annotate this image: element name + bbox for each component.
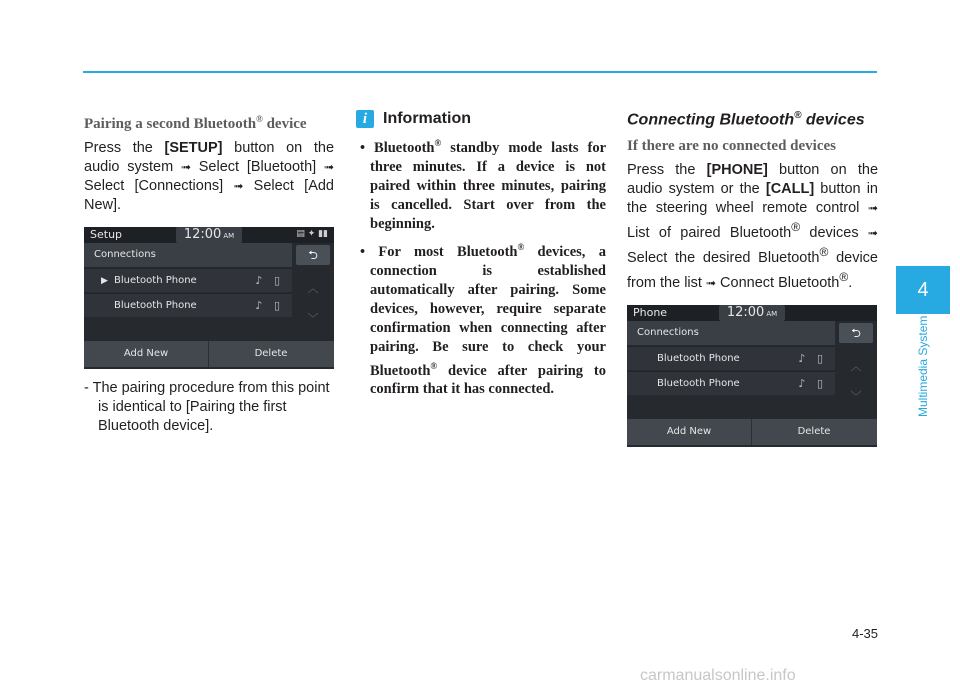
scroll-up-icon: ︿: [850, 359, 862, 373]
instruction-paragraph: [627, 161, 878, 292]
arrow-icon: ➟: [180, 160, 191, 174]
call-key: [CALL]: [765, 181, 815, 198]
device-name: Bluetooth Phone: [657, 377, 740, 389]
add-new-button: Add New: [627, 419, 752, 445]
subheading: If there are no connected devices: [627, 138, 836, 155]
registered-mark: ®: [839, 269, 849, 284]
phone-key: [PHONE]: [706, 162, 768, 179]
clock-ampm: AM: [766, 309, 778, 318]
registered-mark: ®: [256, 114, 263, 124]
information-title: Information: [383, 110, 471, 127]
device-name: Bluetooth Phone: [114, 275, 197, 286]
text: Press the: [84, 140, 165, 156]
device-icons: ♪ ▯: [255, 274, 284, 287]
device-icons: ♪ ▯: [798, 351, 827, 365]
list-item: [356, 238, 606, 400]
clock-ampm: AM: [223, 232, 235, 240]
back-icon: ⮌: [296, 245, 330, 265]
device-icons: ♪ ▯: [255, 299, 284, 312]
connections-header: Connections: [84, 243, 292, 267]
selected-marker-icon: ▶: [101, 276, 108, 286]
registered-mark: ®: [434, 138, 442, 148]
text: .: [848, 274, 853, 291]
info-icon: i: [356, 110, 374, 128]
text: devices: [800, 225, 868, 242]
arrow-icon: ➟: [705, 275, 717, 290]
setup-key: [SETUP]: [164, 140, 223, 156]
device-row: [627, 371, 835, 395]
text: Press the: [627, 162, 707, 179]
setup-screen-image: [84, 227, 334, 369]
clock-time: 12:00: [726, 304, 765, 320]
device-row: [84, 268, 292, 292]
phone-screen-image: [627, 305, 877, 447]
arrow-icon: ➟: [323, 160, 334, 174]
text: Select the desired Bluetooth: [627, 249, 820, 266]
text: Connect Bluetooth: [716, 274, 840, 291]
back-icon: ⮌: [839, 323, 873, 343]
delete-button: Delete: [797, 425, 831, 437]
text: button on the audio system or the: [627, 162, 879, 198]
registered-mark: ®: [791, 220, 801, 235]
device-row: [84, 293, 292, 317]
text: devices, a connection is established automatically after pairing. Some devices, however, require separate confirmation when connecting after pairing. Be sure to check your Bluetooth: [370, 243, 606, 379]
connections-header: Connections: [627, 321, 835, 345]
list-item: [356, 134, 606, 234]
instruction-paragraph: [84, 139, 334, 215]
clock-time: 12:00: [183, 227, 222, 242]
scroll-down-icon: ﹀: [307, 312, 319, 325]
text: standby mode lasts for three minutes. If a device is not paired within three minutes, pairing is cancelled. Start over from the beginning.: [370, 139, 607, 232]
add-new-button: Add New: [84, 341, 209, 367]
arrow-icon: ➟: [867, 201, 878, 216]
heading-text-end: devices: [801, 111, 865, 129]
arrow-icon: ➟: [867, 226, 878, 241]
screen-status-bar: [627, 305, 877, 321]
page-number: 4-35: [851, 626, 878, 641]
heading-text: Connecting Bluetooth: [627, 111, 795, 129]
text: button in the steering wheel remote control: [627, 181, 878, 217]
column-connecting: [627, 110, 878, 447]
column-pairing-second: [84, 110, 334, 436]
registered-mark: ®: [430, 360, 438, 371]
screen-status-bar: [84, 227, 334, 243]
text: Select [Connections]: [84, 178, 234, 194]
section-heading: [627, 110, 878, 129]
column-information: [356, 110, 606, 403]
text: button on the audio system: [84, 140, 335, 175]
delete-button: Delete: [254, 348, 288, 359]
text: Select [Bluetooth]: [191, 159, 324, 175]
screen-button-bar: [627, 419, 877, 445]
information-list: [356, 134, 606, 399]
device-row: [627, 346, 835, 370]
text: device from the list: [627, 249, 878, 291]
registered-mark: ®: [517, 241, 525, 252]
heading-text-end: device: [262, 116, 307, 132]
registered-mark: ®: [819, 245, 829, 260]
screen-title: Setup: [90, 228, 123, 241]
scroll-up-icon: ︿: [307, 282, 319, 295]
screen-title: Phone: [633, 305, 668, 319]
text: Select [Add New].: [84, 178, 334, 213]
device-icons: ♪ ▯: [798, 376, 827, 390]
screen-clock: [176, 227, 242, 243]
screen-button-bar: [84, 341, 334, 367]
scroll-down-icon: ﹀: [850, 389, 862, 403]
screen-clock: [719, 305, 785, 321]
watermark: carmanualsonline.info: [640, 667, 796, 684]
top-rule: [83, 71, 877, 73]
status-icons: ▤ ✦ ▮▮: [296, 229, 328, 239]
section-heading: [84, 110, 334, 133]
registered-mark: ®: [794, 110, 802, 121]
heading-text: Pairing a second Bluetooth: [84, 116, 257, 132]
device-name: Bluetooth Phone: [657, 352, 740, 364]
text: device after pairing to confirm that it has connected.: [370, 362, 606, 398]
procedure-note: - The pairing procedure from this point is identical to [Pairing the first Bluetooth device].: [84, 380, 330, 434]
text: List of paired Bluetooth: [627, 225, 792, 242]
information-header: [356, 110, 606, 128]
arrow-icon: ➟: [233, 179, 244, 193]
chapter-tab: 4: [896, 266, 950, 314]
chapter-label: Multimedia System: [916, 315, 930, 417]
text: • Bluetooth: [360, 139, 435, 156]
device-name: Bluetooth Phone: [114, 300, 197, 311]
text: • For most Bluetooth: [360, 243, 518, 260]
